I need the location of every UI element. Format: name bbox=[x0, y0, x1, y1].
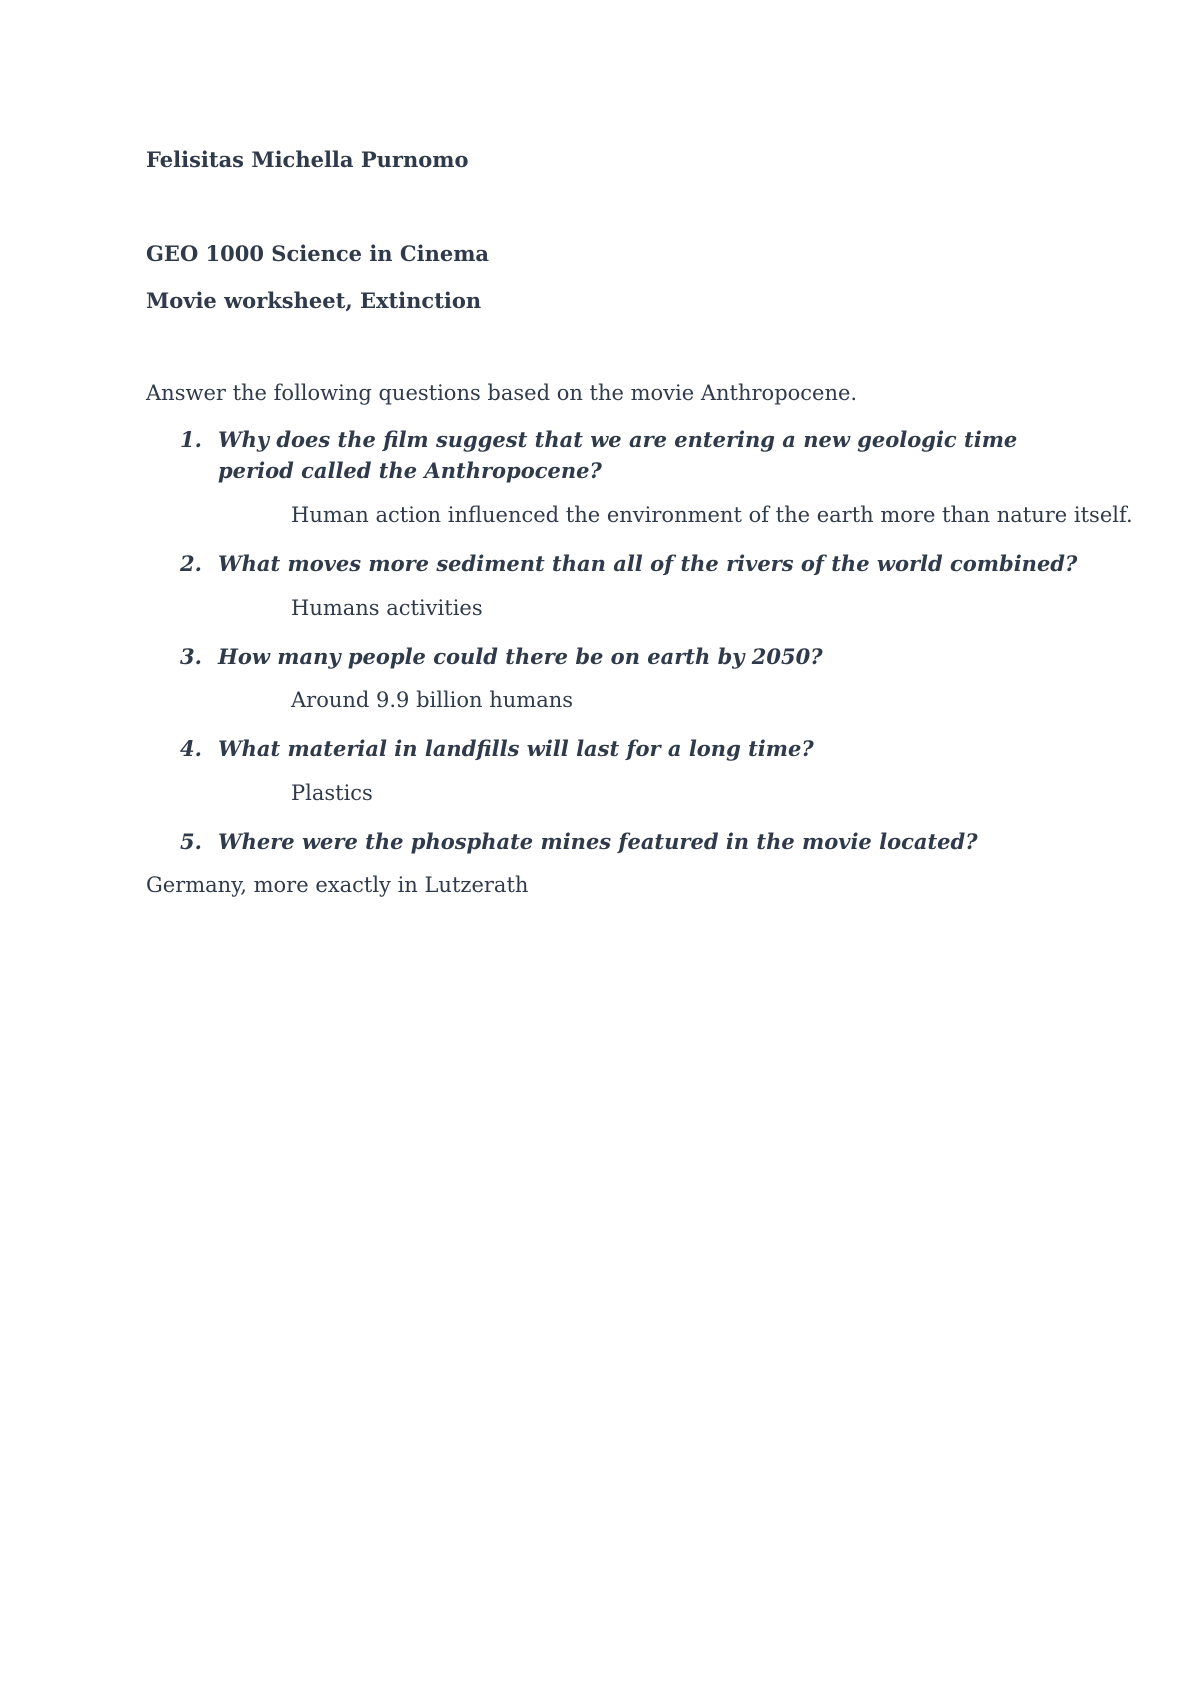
question-1 bbox=[180, 424, 1080, 486]
question-text: How many people could there be on earth by 2050? bbox=[218, 644, 823, 669]
question-text: Where were the phosphate mines featured in the movie located? bbox=[218, 829, 978, 854]
question-number: 2. bbox=[180, 551, 202, 576]
course-title: GEO 1000 Science in Cinema bbox=[146, 241, 490, 266]
question-text: What material in landfills will last for a long time? bbox=[218, 736, 814, 761]
question-number: 4. bbox=[180, 736, 202, 761]
question-number: 5. bbox=[180, 829, 202, 854]
question-3 bbox=[180, 641, 1080, 672]
answer-3: Around 9.9 billion humans bbox=[291, 688, 574, 712]
question-text: What moves more sediment than all of the rivers of the world combined? bbox=[218, 551, 1078, 576]
question-4 bbox=[180, 733, 1080, 764]
instructions-text: Answer the following questions based on the movie Anthropocene. bbox=[146, 381, 858, 405]
answer-4: Plastics bbox=[291, 781, 373, 805]
question-number: 1. bbox=[180, 427, 202, 452]
question-number: 3. bbox=[180, 644, 202, 669]
question-5 bbox=[180, 826, 1080, 857]
student-name: Felisitas Michella Purnomo bbox=[146, 147, 469, 172]
question-2 bbox=[180, 548, 1080, 579]
answer-2: Humans activities bbox=[291, 596, 483, 620]
question-text: Why does the film suggest that we are entering a new geologic time period called the Anthropocene? bbox=[218, 427, 1018, 483]
answer-1: Human action influenced the environment of the earth more than nature itself. bbox=[291, 503, 1133, 527]
assignment-title: Movie worksheet, Extinction bbox=[146, 288, 482, 313]
answer-5: Germany, more exactly in Lutzerath bbox=[146, 873, 529, 897]
